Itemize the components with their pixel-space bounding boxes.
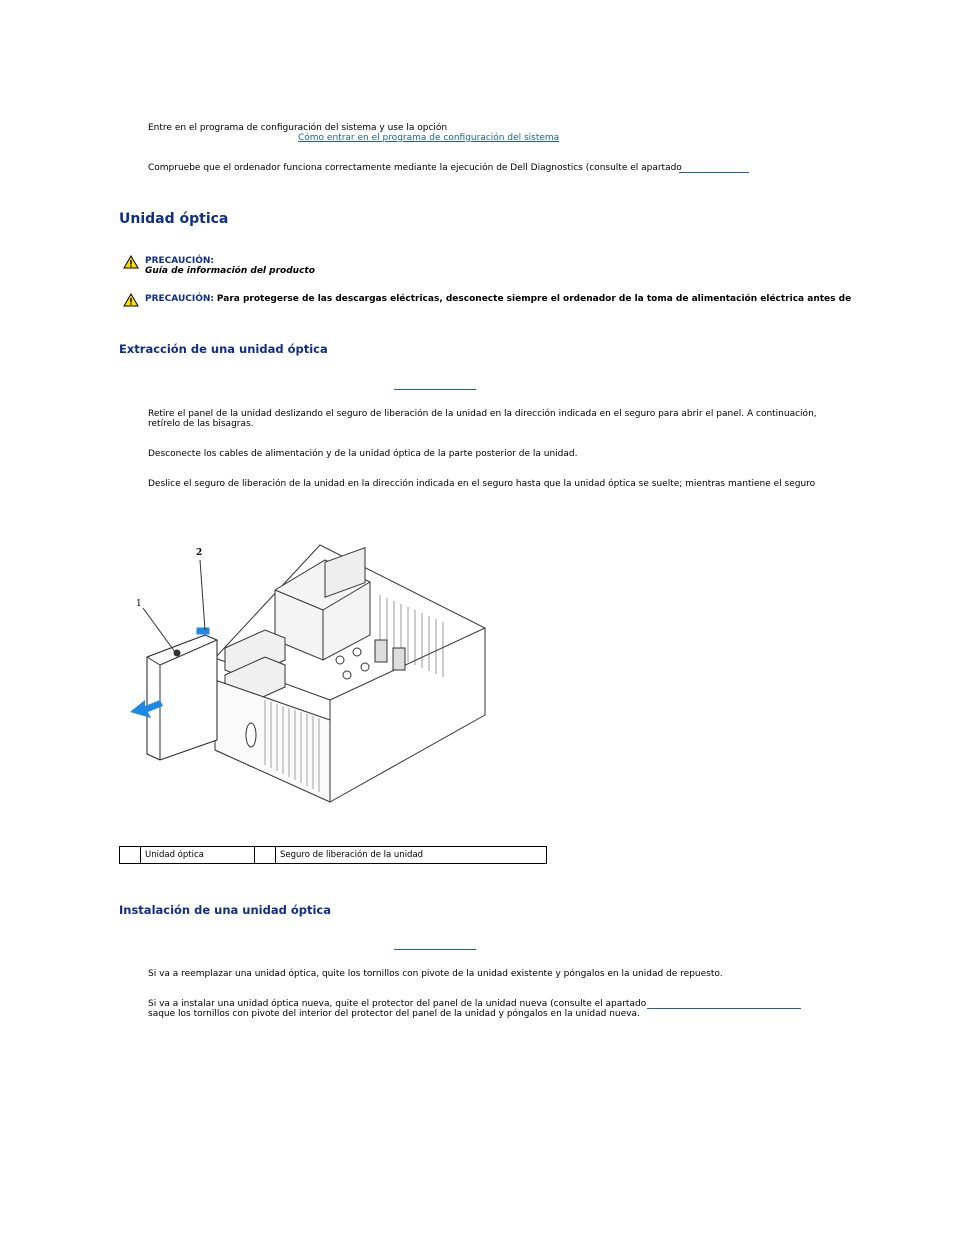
setup-program-link[interactable]: Cómo entrar en el programa de configuración del sistema — [298, 133, 560, 143]
figure-legend-table — [119, 846, 547, 864]
removal-step-1: Retire el panel de la unidad deslizando el seguro de liberación de la unidad en la dirección indicada en el seguro para abrir el panel. A continuación, — [148, 409, 817, 419]
legend-label-1: Unidad óptica — [141, 847, 255, 864]
install-step-1: Si va a reemplazar una unidad óptica, quite los tornillos con pivote de la unidad existente y póngalos en la unidad de repuesto. — [148, 969, 723, 979]
legend-label-2: Seguro de liberación de la unidad — [276, 847, 547, 864]
removal-step-3: Deslice el seguro de liberación de la unidad en la dirección indicada en el seguro hasta que la unidad óptica se suelte; mientras mantiene el seguro — [148, 479, 816, 489]
install-step-2b: saque los tornillos con pivote del interior del protector del panel de la unidad y póngalos en la unidad nueva. — [148, 1009, 640, 1019]
legend-number-2 — [255, 847, 276, 864]
optical-drive-removal-figure — [125, 540, 495, 805]
warning-icon — [123, 293, 139, 307]
diagnostics-link[interactable] — [679, 162, 749, 173]
warning-icon — [123, 255, 139, 269]
removal-title: Extracción de una unidad óptica — [119, 342, 328, 356]
callout-1: 1 — [136, 599, 142, 609]
table-row — [120, 847, 547, 864]
section-title: Unidad óptica — [119, 211, 229, 227]
install-procedure-link[interactable] — [394, 939, 476, 950]
caution-2 — [145, 294, 851, 304]
caution-label: PRECAUCIÓN: — [145, 256, 215, 266]
install-title: Instalación de una unidad óptica — [119, 903, 331, 917]
caution-text: Guía de información del producto — [145, 266, 315, 276]
caution-text: Para protegerse de las descargas eléctricas, desconecte siempre el ordenador de la toma de alimentación eléctrica antes de — [216, 294, 852, 304]
callout-2: 2 — [196, 548, 203, 558]
drive-panel-insert-link[interactable] — [647, 998, 801, 1009]
legend-number-1 — [120, 847, 141, 864]
step-diagnostics-text: Compruebe que el ordenador funciona correctamente mediante la ejecución de Dell Diagnostics (consulte el apartado — [148, 163, 682, 173]
caution-label: PRECAUCIÓN: — [145, 294, 215, 304]
step-setup-text: Entre en el programa de configuración del sistema y use la opción — [148, 123, 448, 133]
removal-procedure-link[interactable] — [394, 379, 476, 390]
removal-step-1b: retírelo de las bisagras. — [148, 419, 254, 429]
install-step-2: Si va a instalar una unidad óptica nueva, quite el protector del panel de la unidad nueva (consulte el apartado — [148, 999, 647, 1009]
removal-step-2: Desconecte los cables de alimentación y de la unidad óptica de la parte posterior de la unidad. — [148, 449, 578, 459]
